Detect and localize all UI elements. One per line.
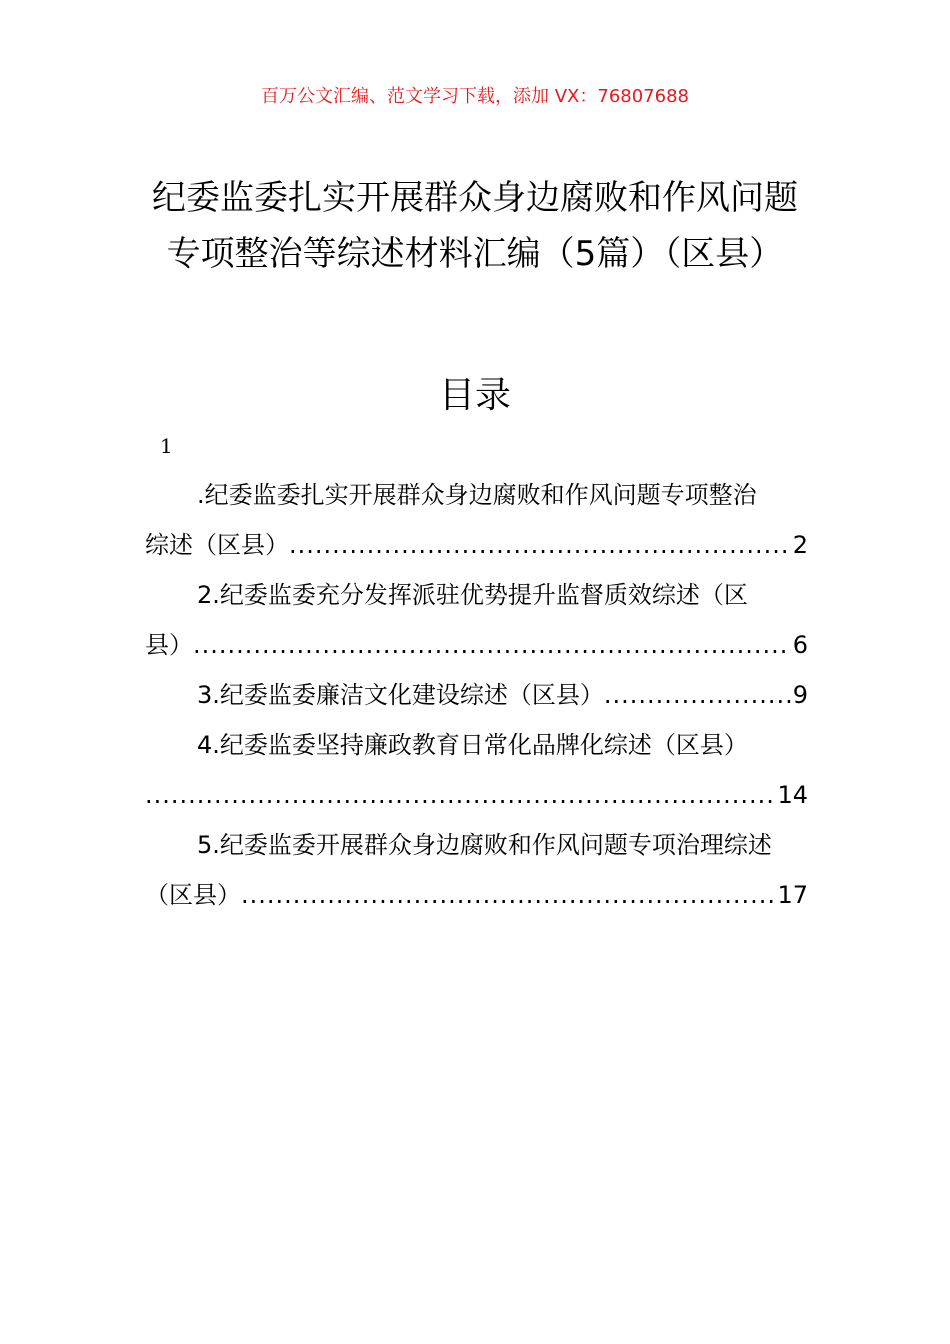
toc-entry-title: .纪委监委扎实开展群众身边腐败和作风问题专项整治 — [197, 481, 757, 509]
toc-leader-dots — [145, 770, 775, 820]
toc-entry-title: 2.纪委监委充分发挥派驻优势提升监督质效综述（区 — [197, 581, 748, 609]
toc-page-number: 9 — [792, 681, 808, 709]
toc-heading: 目录 — [438, 375, 511, 416]
document-title: 纪委监委扎实开展群众身边腐败和作风问题专项整治等综述材料汇编（5篇）（区县） — [152, 178, 798, 274]
toc-leader-dots — [604, 670, 791, 720]
toc-page-number: 14 — [777, 781, 808, 809]
toc-entry-2[interactable] — [145, 570, 808, 670]
toc-entry-title: 5.纪委监委开展群众身边腐败和作风问题专项治理综述 — [197, 831, 772, 859]
promo-banner: 百万公文汇编、范文学习下载，添加 VX：76807688 — [261, 86, 689, 107]
toc-entry-title-cont: 综述（区县） — [145, 531, 289, 559]
toc-page-number: 17 — [777, 881, 808, 909]
toc-entry-title-cont: （区县） — [145, 881, 241, 909]
toc-entry-3[interactable] — [145, 670, 808, 720]
toc-page-number: 6 — [792, 631, 808, 659]
toc-leader-dots — [289, 520, 791, 570]
toc-entry-4[interactable] — [145, 720, 808, 820]
toc-entry-1[interactable] — [145, 470, 808, 570]
table-of-contents — [145, 470, 808, 920]
toc-entry-title-cont: 县） — [145, 631, 193, 659]
toc-leader-dots — [241, 870, 775, 920]
toc-page-number: 2 — [792, 531, 808, 559]
toc-entry-title: 3.纪委监委廉洁文化建设综述（区县） — [197, 681, 604, 709]
toc-entry-5[interactable] — [145, 820, 808, 920]
toc-leader-dots — [193, 620, 791, 670]
stray-number: 1 — [160, 434, 173, 458]
toc-entry-title: 4.纪委监委坚持廉政教育日常化品牌化综述（区县） — [197, 731, 748, 759]
